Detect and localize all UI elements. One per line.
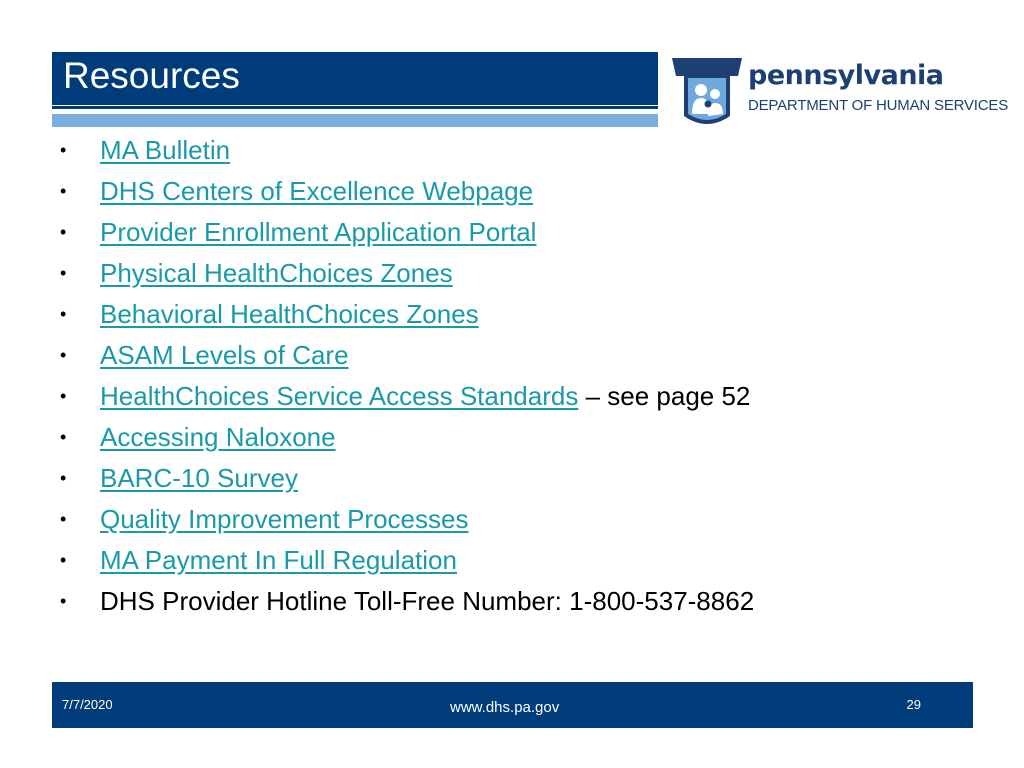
bullet: • [60, 509, 67, 529]
list-item [52, 335, 952, 376]
link-suffix: – see page 52 [578, 381, 751, 411]
link-centers-of-excellence[interactable]: DHS Centers of Excellence Webpage [100, 176, 534, 206]
link-asam-levels-of-care[interactable]: ASAM Levels of Care [100, 340, 349, 370]
footer-url: www.dhs.pa.gov [450, 699, 560, 716]
bullet: • [60, 345, 67, 365]
list-item [52, 294, 952, 335]
footer-bar [52, 682, 973, 728]
bullet: • [60, 222, 67, 242]
link-quality-improvement[interactable]: Quality Improvement Processes [100, 504, 469, 534]
resource-list [52, 130, 952, 622]
link-ma-bulletin[interactable]: MA Bulletin [100, 135, 231, 165]
link-physical-healthchoices-zones[interactable]: Physical HealthChoices Zones [100, 258, 453, 288]
link-provider-enrollment[interactable]: Provider Enrollment Application Portal [100, 217, 537, 247]
bullet: • [60, 140, 67, 160]
link-service-access-standards[interactable]: HealthChoices Service Access Standards [100, 381, 579, 411]
bullet: • [60, 181, 67, 201]
bullet: • [60, 550, 67, 570]
bullet: • [60, 591, 67, 611]
keystone-family-icon [668, 54, 746, 130]
logo-name: pennsylvania [748, 60, 944, 91]
list-item [52, 540, 952, 581]
hotline-text: DHS Provider Hotline Toll-Free Number: 1-800-537-8862 [100, 586, 755, 616]
page-number: 29 [906, 697, 921, 712]
title-rule [52, 106, 658, 109]
bullet: • [60, 386, 67, 406]
title-bar [52, 52, 658, 105]
logo-department: DEPARTMENT OF HUMAN SERVICES [748, 97, 1008, 114]
list-item [52, 581, 952, 622]
list-item [52, 212, 952, 253]
bullet: • [60, 304, 67, 324]
link-barc-10-survey[interactable]: BARC-10 Survey [100, 463, 298, 493]
page-title: Resources [63, 55, 240, 96]
list-item [52, 130, 952, 171]
bullet: • [60, 468, 67, 488]
link-accessing-naloxone[interactable]: Accessing Naloxone [100, 422, 336, 452]
link-ma-payment-in-full[interactable]: MA Payment In Full Regulation [100, 545, 457, 575]
list-item [52, 171, 952, 212]
bullet: • [60, 427, 67, 447]
list-item [52, 499, 952, 540]
pa-dhs-logo [668, 54, 1008, 130]
list-item [52, 376, 952, 417]
list-item [52, 458, 952, 499]
list-item [52, 253, 952, 294]
footer-date: 7/7/2020 [62, 697, 113, 712]
list-item [52, 417, 952, 458]
link-behavioral-healthchoices-zones[interactable]: Behavioral HealthChoices Zones [100, 299, 479, 329]
accent-bar [52, 114, 658, 127]
bullet: • [60, 263, 67, 283]
